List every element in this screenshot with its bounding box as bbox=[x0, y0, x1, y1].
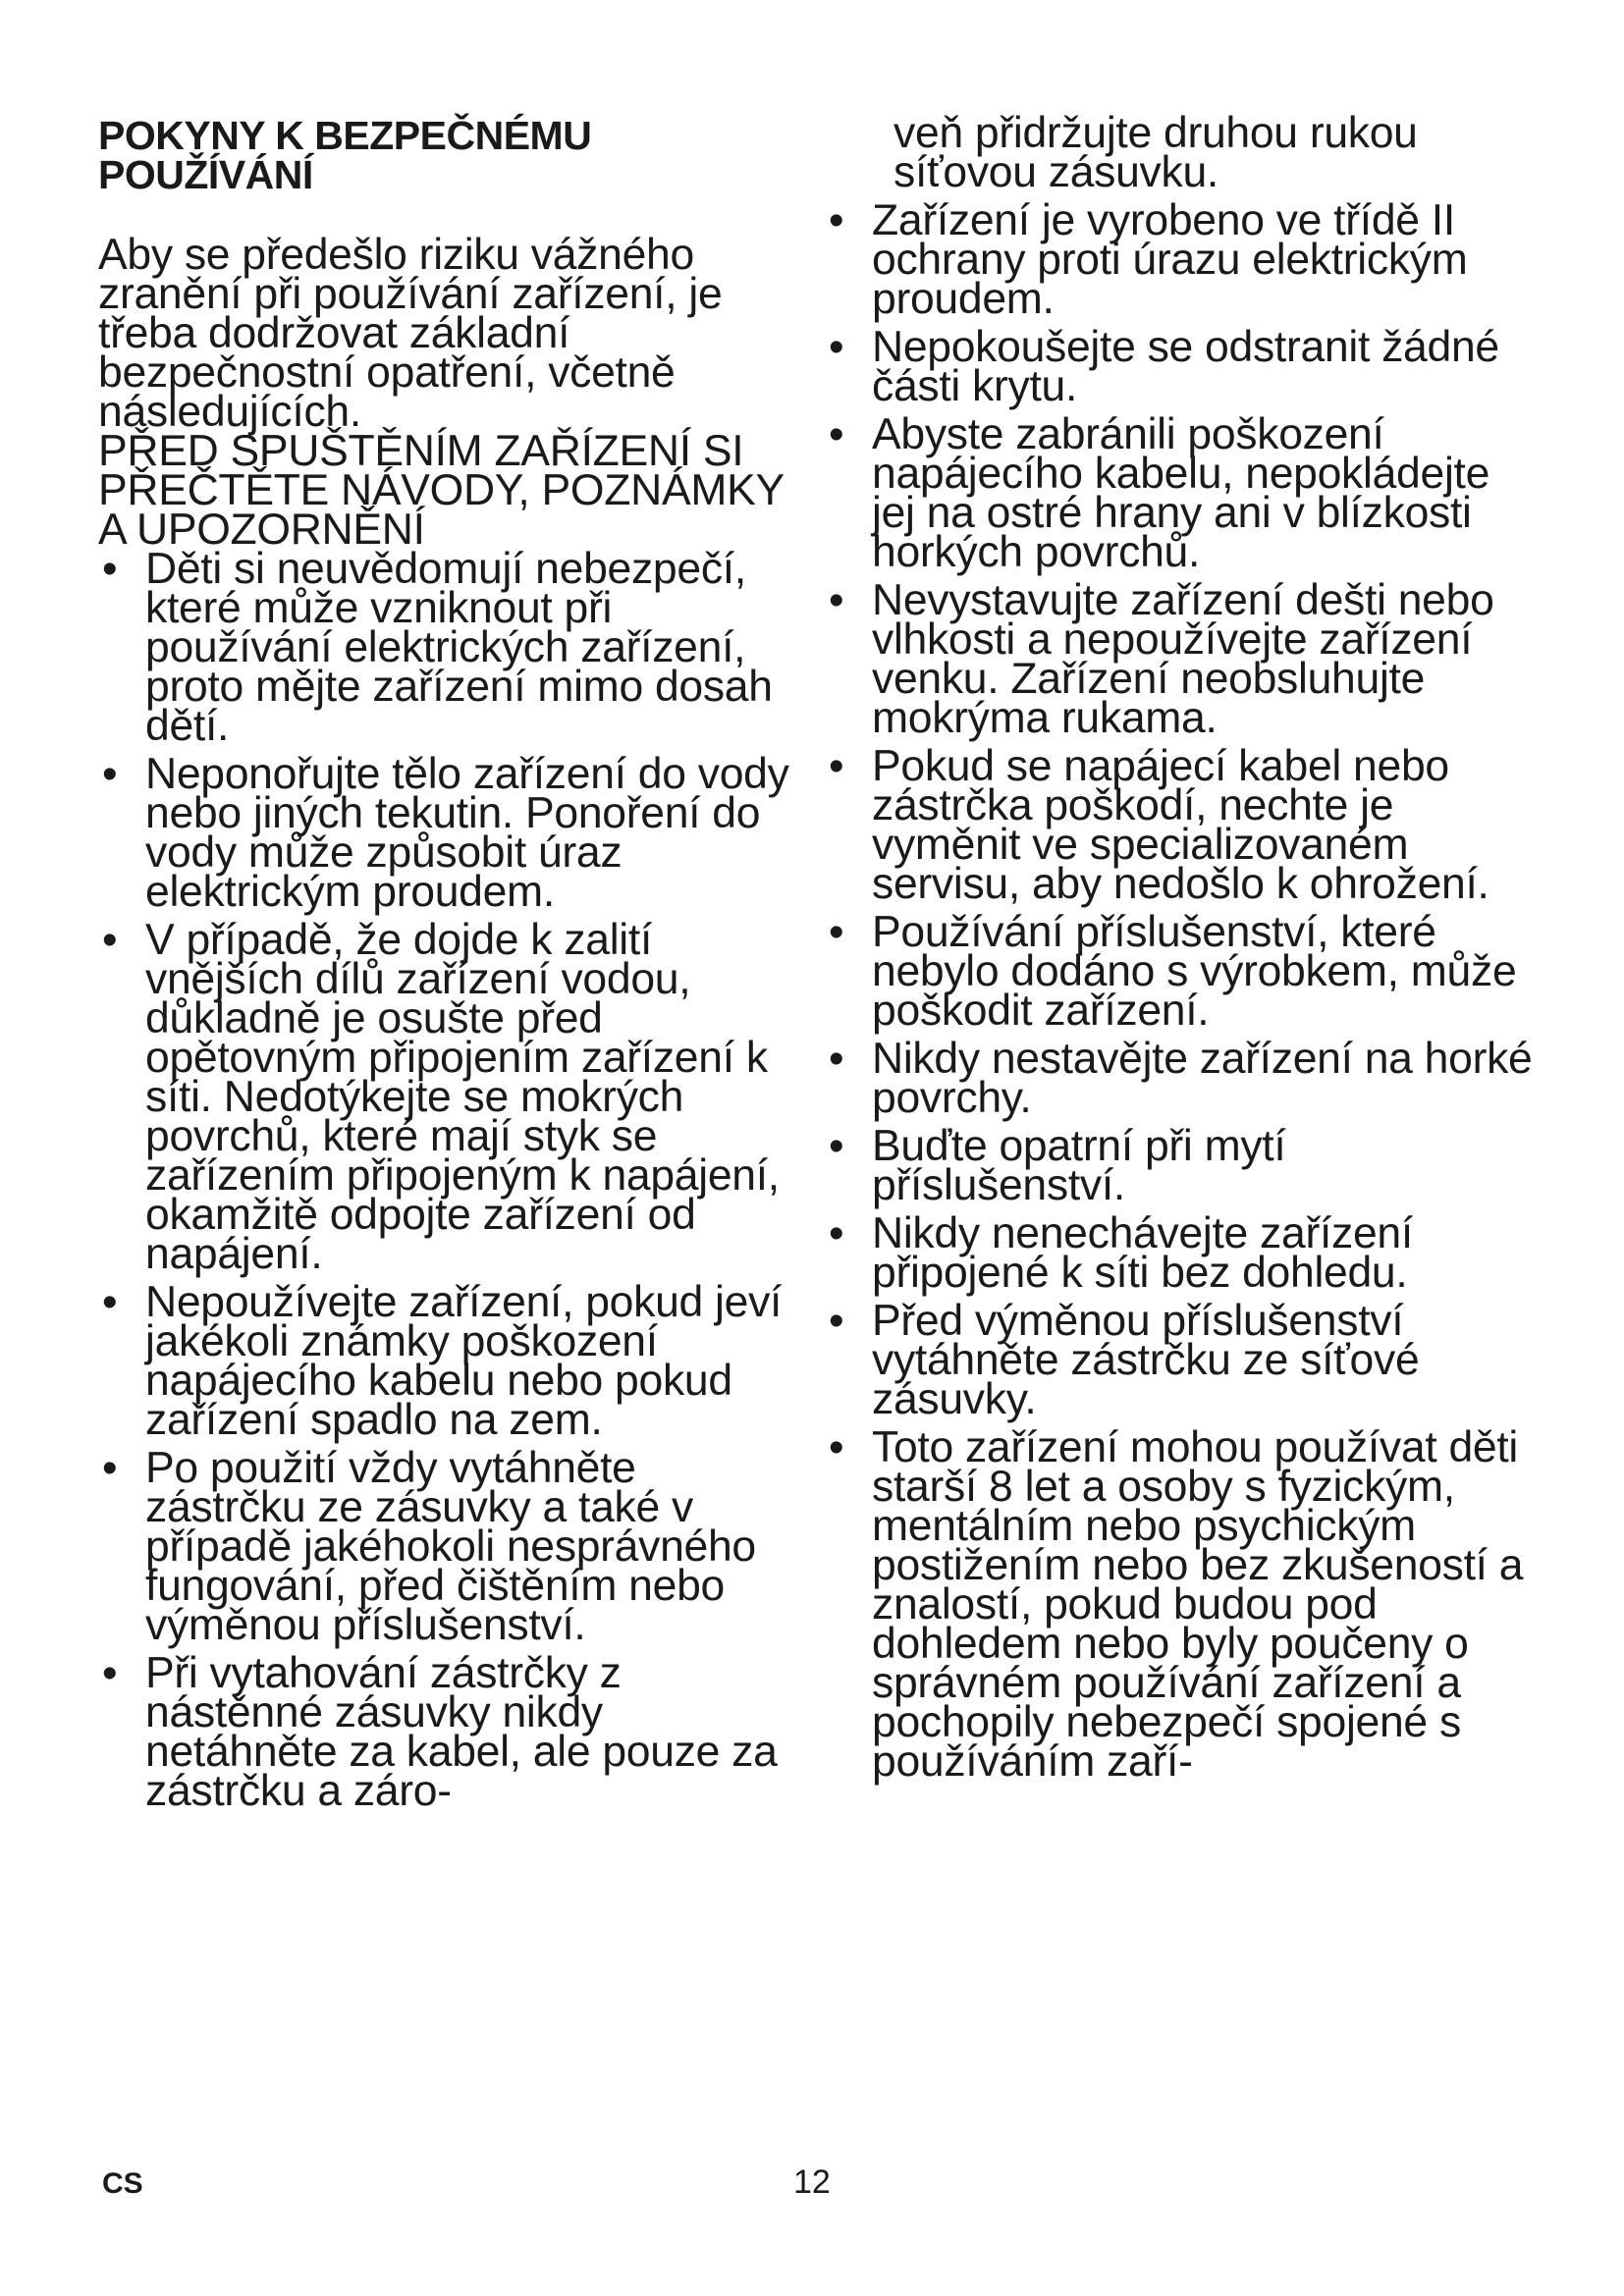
list-item: • Nepoužívejte zařízení, pokud jeví jakékoli známky poškození napájecího kabelu nebo pokud zařízení spadlo na zem. bbox=[102, 1278, 783, 1444]
bullet-icon: • bbox=[829, 323, 844, 371]
bullet-icon: • bbox=[829, 410, 844, 458]
list-item: • Při vytahování zástrčky z nástěnné zásuvky nikdy netáhněte za kabel, ale pouze za zástrčku a záro- bbox=[102, 1649, 778, 1815]
right-bullet-list bbox=[825, 196, 1542, 1786]
list-item: • Toto zařízení mohou používat děti starší 8 let a osoby s fyzickým, mentálním nebo psychickým postižením nebo bez zkušeností a znalostí, pokud budou pod dohledem nebo byly poučeny o správném používání zařízení a pochopily nebezpečí spojené s používáním zaří- bbox=[829, 1423, 1524, 1786]
list-item: • Nepokoušejte se odstranit žádné části krytu. bbox=[829, 323, 1499, 410]
intro-paragraph: Aby se předešlo riziku vážného zranění při používání zařízení, je třeba dodržovat základní bezpečnostní opatření, včetně následujících. bbox=[98, 231, 723, 436]
bullet-icon: • bbox=[102, 1278, 118, 1326]
left-bullet-list bbox=[98, 545, 805, 1815]
bullet-icon: • bbox=[829, 576, 844, 624]
bullet-icon: • bbox=[829, 1209, 844, 1257]
bullet-icon: • bbox=[829, 1122, 844, 1170]
section-heading: POKYNY K BEZPEČNÉMU POUŽÍVÁNÍ bbox=[98, 113, 592, 197]
list-item: • V případě, že dojde k zalití vnějších dílů zařízení vodou, důkladně je osušte před opětovným připojením zařízení k síti. Nedotýkejte se mokrých povrchů, které mají styk se zařízením připojeným k napájení, okamžitě odpojte zařízení od napájení. bbox=[102, 916, 780, 1278]
language-code: CS bbox=[102, 2167, 143, 2200]
list-item: • Po použití vždy vytáhněte zástrčku ze zásuvky a také v případě jakéhokoli nesprávného fungování, před čištěním nebo výměnou příslušenství. bbox=[102, 1444, 756, 1649]
list-item: • Neponořujte tělo zařízení do vody nebo jiných tekutin. Ponoření do vody může způsobit úraz elektrickým proudem. bbox=[102, 750, 789, 916]
bullet-icon: • bbox=[102, 750, 118, 798]
list-item: • Děti si neuvědomují nebezpečí, které může vzniknout při používání elektrických zařízení, proto mějte zařízení mimo dosah dětí. bbox=[102, 545, 773, 750]
bullet-icon: • bbox=[829, 908, 844, 956]
bullet-icon: • bbox=[829, 742, 844, 790]
bullet-icon: • bbox=[829, 1423, 844, 1471]
list-item: • Nevystavujte zařízení dešti nebo vlhkosti a nepoužívejte zařízení venku. Zařízení neobsluhujte mokrýma rukama. bbox=[829, 576, 1494, 742]
list-item: • Zařízení je vyrobeno ve třídě II ochrany proti úrazu elektrickým proudem. bbox=[829, 196, 1468, 323]
caps-notice: PŘED SPUŠTĚNÍM ZAŘÍZENÍ SI PŘEČTĚTE NÁVODY, POZNÁMKY A UPOZORNĚNÍ bbox=[98, 427, 785, 554]
list-item: • Používání příslušenství, které nebylo dodáno s výrobkem, může poškodit zařízení. bbox=[829, 908, 1517, 1035]
list-item: • Nikdy nenechávejte zařízení připojené k síti bez dohledu. bbox=[829, 1209, 1413, 1297]
bullet-icon: • bbox=[102, 545, 118, 593]
bullet-icon: • bbox=[102, 1444, 118, 1492]
bullet-icon: • bbox=[829, 1297, 844, 1345]
list-item: • Nikdy nestavějte zařízení na horké povrchy. bbox=[829, 1035, 1533, 1122]
list-item: • Buďte opatrní při mytí příslušenství. bbox=[829, 1122, 1286, 1209]
page-number: 12 bbox=[793, 2163, 831, 2201]
continued-text: veň přidržujte druhou rukou síťovou zásuvku. bbox=[893, 109, 1418, 196]
list-item: • Abyste zabránili poškození napájecího kabelu, nepokládejte jej na ostré hrany ani v blízkosti horkých povrchů. bbox=[829, 410, 1490, 576]
bullet-icon: • bbox=[829, 196, 844, 244]
list-item: • Před výměnou příslušenství vytáhněte zástrčku ze síťové zásuvky. bbox=[829, 1297, 1420, 1423]
bullet-icon: • bbox=[102, 1649, 118, 1697]
list-item: • Pokud se napájecí kabel nebo zástrčka poškodí, nechte je vyměnit ve specializovaném servisu, aby nedošlo k ohrožení. bbox=[829, 742, 1489, 908]
bullet-icon: • bbox=[829, 1035, 844, 1083]
left-column bbox=[98, 113, 805, 1820]
bullet-icon: • bbox=[102, 916, 118, 964]
